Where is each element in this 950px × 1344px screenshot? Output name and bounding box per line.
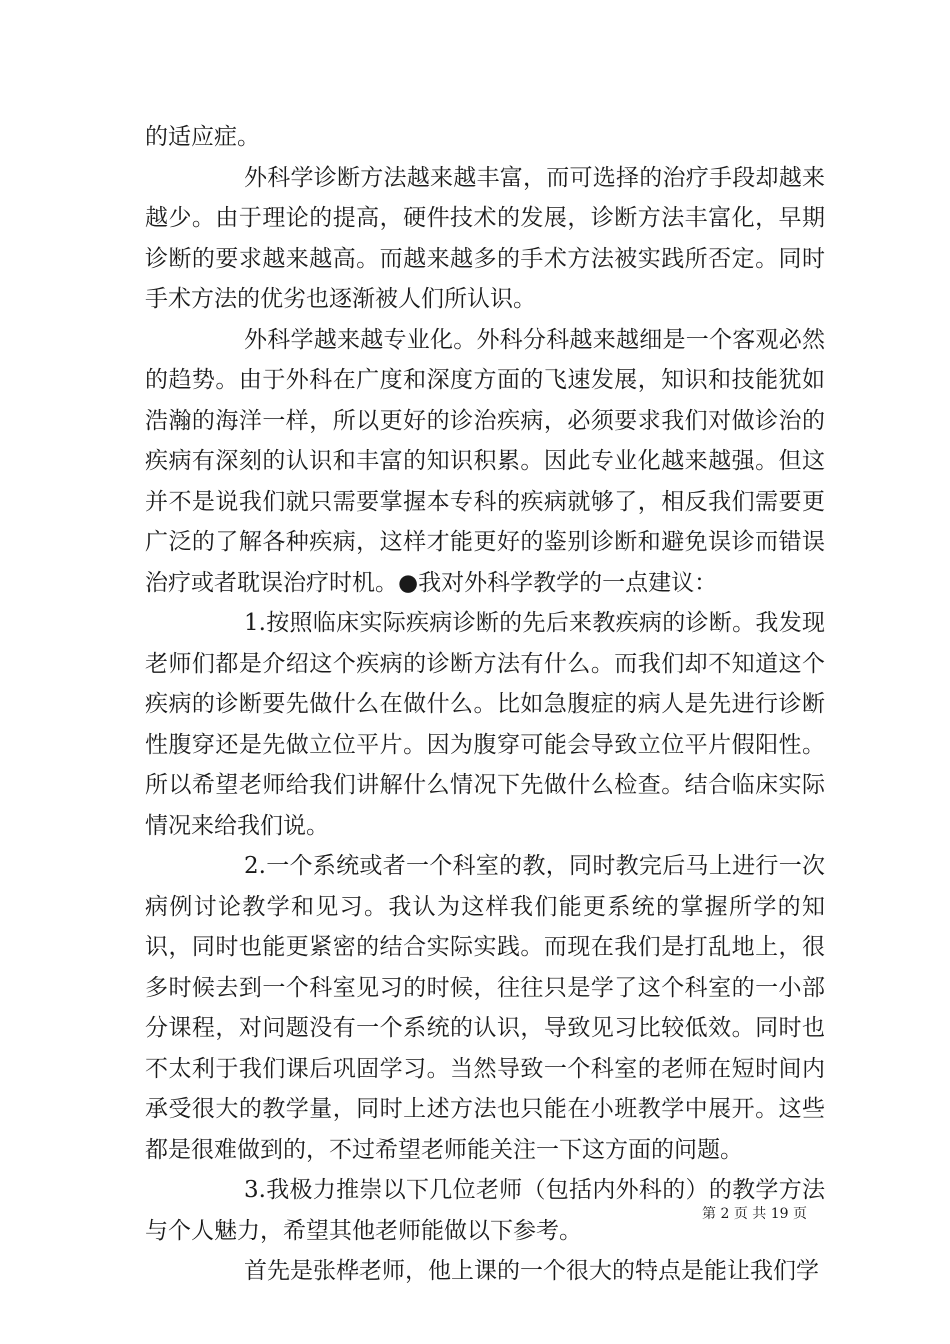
page-number: 第 2 页 共 19 页 — [702, 1206, 807, 1222]
paragraph-2: 外科学诊断方法越来越丰富，而可选择的治疗手段却越来越少。由于理论的提高，硬件技术的发展，诊断方法丰富化，早期诊断的要求越来越高。而越来越多的手术方法被实践所否定。同时手术方法的优劣也逐渐被人们所认识。 — [145, 164, 825, 312]
paragraph-6: 3.我极力推崇以下几位老师（包括内外科的）的教学方法与个人魅力，希望其他老师能做以下参考。 — [145, 1177, 825, 1244]
document-body — [145, 117, 825, 1292]
paragraph-4: 1.按照临床实际疾病诊断的先后来教疾病的诊断。我发现老师们都是介绍这个疾病的诊断方法有什么。而我们却不知道这个疾病的诊断要先做什么在做什么。比如急腹症的病人是先进行诊断性腹穿还是先做立位平片。因为腹穿可能会导致立位平片假阳性。所以希望老师给我们讲解什么情况下先做什么检查。结合临床实际情况来给我们说。 — [145, 610, 825, 839]
paragraph-3: 外科学越来越专业化。外科分科越来越细是一个客观必然的趋势。由于外科在广度和深度方面的飞速发展，知识和技能犹如浩瀚的海洋一样，所以更好的诊治疾病，必须要求我们对做诊治的疾病有深刻的认识和丰富的知识积累。因此专业化越来越强。但这并不是说我们就只需要掌握本专科的疾病就够了，相反我们需要更广泛的了解各种疾病，这样才能更好的鉴别诊断和避免误诊而错误治疗或者耽误治疗时机。●我对外科学教学的一点建议： — [145, 326, 825, 596]
paragraph-1: 的适应症。 — [145, 124, 260, 150]
paragraph-7: 首先是张桦老师，他上课的一个很大的特点是能让我们学 — [244, 1258, 819, 1284]
paragraph-5: 2.一个系统或者一个科室的教，同时教完后马上进行一次病例讨论教学和见习。我认为这样我们能更系统的掌握所学的知识，同时也能更紧密的结合实际实践。而现在我们是打乱地上，很多时候去到一个科室见习的时候，往往只是学了这个科室的一小部分课程，对问题没有一个系统的认识，导致见习比较低效。同时也不太利于我们课后巩固学习。当然导致一个科室的老师在短时间内承受很大的教学量，同时上述方法也只能在小班教学中展开。这些都是很难做到的，不过希望老师能关注一下这方面的问题。 — [145, 853, 825, 1163]
